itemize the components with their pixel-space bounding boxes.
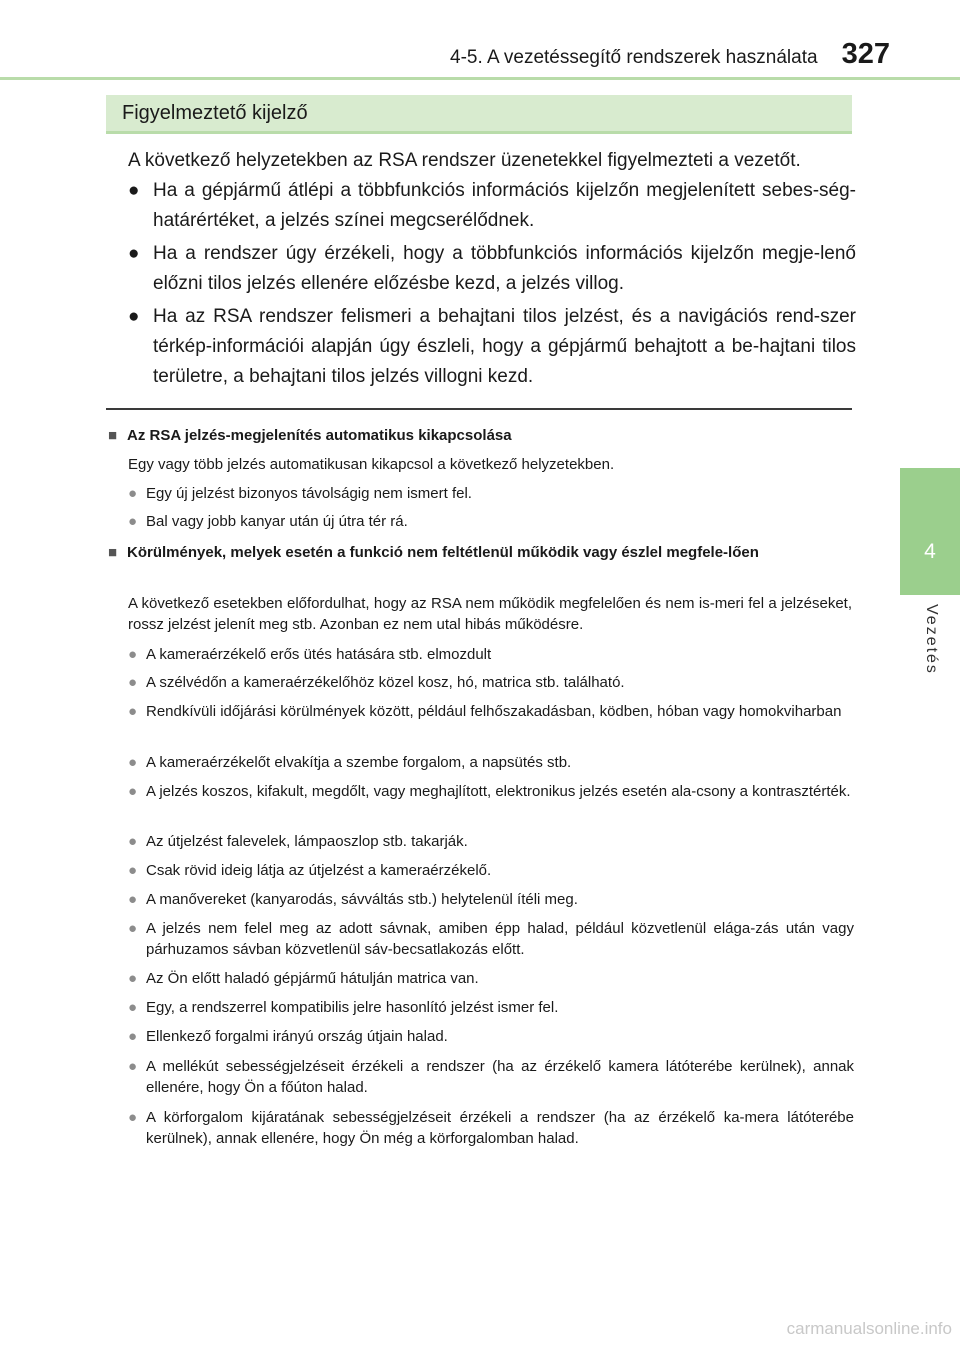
bullet-icon: ● <box>128 180 140 201</box>
section-heading <box>108 542 856 563</box>
bullet-icon: ● <box>128 1109 138 1126</box>
bullet-icon: ● <box>128 513 138 530</box>
section-paragraph: Egy vagy több jelzés automatikusan kikapcsol a következő helyzetekben. <box>128 456 615 473</box>
list-item <box>128 860 854 881</box>
list-item-text: A mellékút sebességjelzéseit érzékeli a rendszer (ha az érzékelő kamera látóterébe kerülnek), annak ellenére, hogy Ön a főúton halad. <box>146 1058 854 1096</box>
square-bullet-icon: ■ <box>108 427 118 444</box>
bullet-icon: ● <box>128 833 138 850</box>
list-item-text: Rendkívüli időjárási körülmények között, például felhőszakadásban, ködben, hóban vagy homokviharban <box>146 703 842 720</box>
list-item <box>128 511 854 532</box>
list-item <box>128 176 856 236</box>
bullet-icon: ● <box>128 754 138 771</box>
list-item-text: Egy új jelzést bizonyos távolságig nem ismert fel. <box>146 485 472 502</box>
list-item-text: Ha a rendszer úgy érzékeli, hogy a többfunkciós információs kijelzőn megje-lenő előzni tilos jelzés ellenére előzésbe kezd, a jelzés villog. <box>153 243 856 294</box>
list-item-text: A kameraérzékelőt elvakítja a szembe forgalom, a napsütés stb. <box>146 754 572 771</box>
list-item <box>128 1056 854 1098</box>
bullet-icon: ● <box>128 920 138 937</box>
list-item-text: Ha a gépjármű átlépi a többfunkciós információs kijelzőn megjelenített sebes-ség-határértéket, a jelzés színei megcserélődnek. <box>153 180 856 231</box>
section-divider <box>106 408 852 410</box>
chapter-number: 4 <box>924 540 936 563</box>
bullet-icon: ● <box>128 1028 138 1045</box>
watermark: carmanualsonline.info <box>786 1319 952 1338</box>
list-item <box>128 672 854 693</box>
square-bullet-icon: ■ <box>108 544 118 561</box>
list-item <box>128 918 854 960</box>
bullet-icon: ● <box>128 703 138 720</box>
list-item-text: A manővereket (kanyarodás, sávváltás stb.) helytelenül ítéli meg. <box>146 891 578 908</box>
bullet-icon: ● <box>128 485 138 502</box>
bullet-icon: ● <box>128 862 138 879</box>
list-item <box>128 997 854 1018</box>
running-header-title: 4-5. A vezetéssegítő rendszerek használata <box>450 47 818 68</box>
list-item-text: A szélvédőn a kameraérzékelőhöz közel kosz, hó, matrica stb. található. <box>146 674 625 691</box>
list-item <box>128 968 854 989</box>
bullet-icon: ● <box>128 243 140 264</box>
section-paragraph: A következő esetekben előfordulhat, hogy az RSA nem működik megfelelően és nem is-meri fel a jelzéseket, rossz jelzést jelenít meg stb. Azonban ez nem utal hibás működésre. <box>128 595 852 633</box>
bullet-icon: ● <box>128 970 138 987</box>
list-item-text: A jelzés koszos, kifakult, megdőlt, vagy meghajlított, elektronikus jelzés esetén ala-csony a kontrasztérték. <box>146 783 851 800</box>
list-item-text: Ha az RSA rendszer felismeri a behajtani tilos jelzést, és a navigációs rend-szer térkép-információi alapján úgy észleli, hogy a gépjármű behajtott a be-hajtani tilos területre, a behajtani tilos jelzés villogni kezd. <box>153 306 856 387</box>
list-item-text: Egy, a rendszerrel kompatibilis jelre hasonlító jelzést ismer fel. <box>146 999 559 1016</box>
list-item-text: Az Ön előtt haladó gépjármű hátulján matrica van. <box>146 970 479 987</box>
list-item <box>128 302 856 392</box>
list-item-text: Csak rövid ideig látja az útjelzést a kameraérzékelő. <box>146 862 492 879</box>
list-item <box>128 1107 854 1149</box>
list-item <box>128 831 854 852</box>
bullet-icon: ● <box>128 783 138 800</box>
chapter-label: Vezetés <box>923 604 940 675</box>
list-item-text: Ellenkező forgalmi irányú ország útjain halad. <box>146 1028 448 1045</box>
list-item-text: A körforgalom kijáratának sebességjelzéseit érzékeli a rendszer (ha az érzékelő ka-mera látóterébe kerülnek), annak ellenére, hogy Ön még a körforgalomban halad. <box>146 1109 854 1147</box>
list-item <box>128 644 854 665</box>
section-heading-text: Az RSA jelzés-megjelenítés automatikus kikapcsolása <box>127 427 512 444</box>
list-item-text: A kameraérzékelő erős ütés hatására stb. elmozdult <box>146 646 492 663</box>
list-item-text: Bal vagy jobb kanyar után új útra tér rá. <box>146 513 408 530</box>
bullet-icon: ● <box>128 306 140 327</box>
bullet-icon: ● <box>128 891 138 908</box>
list-item-text: Az útjelzést falevelek, lámpaoszlop stb. takarják. <box>146 833 468 850</box>
page-number: 327 <box>841 38 890 70</box>
box-intro: A következő helyzetekben az RSA rendszer üzenetekkel figyelmezteti a vezetőt. <box>128 150 801 171</box>
header-rule <box>0 77 960 80</box>
chapter-tab <box>900 468 960 595</box>
bullet-icon: ● <box>128 646 138 663</box>
list-item <box>128 752 854 773</box>
box-heading: Figyelmeztető kijelző <box>122 102 308 124</box>
section-heading <box>108 425 856 446</box>
bullet-icon: ● <box>128 1058 138 1075</box>
list-item <box>128 483 854 504</box>
list-item <box>128 781 854 802</box>
bullet-icon: ● <box>128 674 138 691</box>
list-item <box>128 239 856 299</box>
box-heading-bar <box>106 95 852 134</box>
section-heading-text: Körülmények, melyek esetén a funkció nem feltétlenül működik vagy észlel megfele-lően <box>127 544 759 561</box>
list-item <box>128 1026 854 1047</box>
bullet-icon: ● <box>128 999 138 1016</box>
list-item-text: A jelzés nem felel meg az adott sávnak, amiben épp halad, például közvetlenül elága-zás után vagy párhuzamos sávban közvetlenül sáv-becsatlakozás előtt. <box>146 920 854 958</box>
list-item <box>128 889 854 910</box>
list-item <box>128 701 854 722</box>
